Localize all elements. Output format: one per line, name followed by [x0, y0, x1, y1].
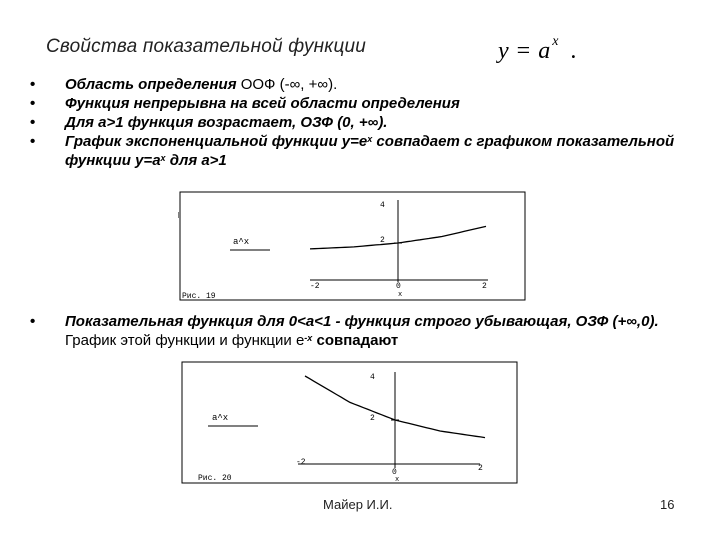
x-tick-label: 2 [478, 464, 483, 473]
bullet-text: -x [304, 333, 313, 343]
x-axis-label: x [395, 476, 400, 484]
bullet-text: График экспоненциальной функции y=e [65, 133, 368, 150]
bullet-marker: • [30, 114, 36, 131]
bullet-text: Показательная функция для 0<a<1 - функция строго убывающая, ОЗФ (+∞,0). [65, 313, 659, 330]
bullet-text: для а>1 [165, 152, 227, 169]
graph-decreasing [180, 360, 520, 485]
bullet-item [30, 75, 700, 94]
bullet-list-bottom [30, 312, 710, 350]
y-tick-label: 2 [380, 236, 385, 245]
bullet-text: Для а>1 функция возрастает, ОЗФ (0, +∞). [65, 114, 388, 131]
graph-frame [182, 362, 517, 483]
graph-caption: Рис. 19 [182, 292, 216, 301]
bullet-text: совпадает с графиком показательной функции y=a [65, 133, 675, 169]
x-tick-label: 2 [482, 282, 487, 291]
bullet-item [30, 312, 710, 350]
formula-eq: = [516, 38, 531, 64]
bullet-text: Область определения [65, 76, 241, 93]
formula-end: . [570, 38, 577, 64]
legend-label: a^x [212, 413, 229, 423]
y-tick-label: 2 [370, 414, 375, 423]
bullet-text: Функция непрерывна на всей области определения [65, 95, 460, 112]
bullet-item [30, 94, 700, 113]
bullet-item [30, 113, 700, 132]
graph-caption: Рис. 20 [198, 474, 232, 483]
x-axis-label: x [398, 291, 403, 299]
formula-exp: x [552, 34, 559, 49]
bullet-marker: • [30, 76, 36, 93]
page-number: 16 [660, 497, 675, 512]
y-tick-label: 4 [380, 201, 385, 210]
formula-lhs: y [498, 38, 509, 64]
bullet-text: совпадают [316, 332, 399, 349]
legend-label: a^x [233, 237, 250, 247]
bullet-text: x [367, 134, 373, 144]
y-tick-label: 4 [370, 373, 375, 382]
x-tick-label: 0 [396, 282, 401, 291]
x-tick-label: -2 [310, 282, 320, 291]
bullet-list-top [30, 75, 700, 170]
bullet-item [30, 132, 700, 170]
bullet-marker: • [30, 133, 36, 150]
formula [498, 34, 577, 65]
graph-frame [180, 192, 525, 300]
slide-title: Свойства показательной функции [46, 36, 367, 57]
bullet-text: x [160, 153, 166, 163]
graph-increasing [178, 190, 528, 302]
x-tick-label: 0 [392, 468, 397, 477]
graph-increasing-svg [178, 190, 528, 302]
bullet-text: График этой функции и функции e [65, 332, 305, 349]
bullet-marker: • [30, 313, 36, 330]
bullet-marker: • [30, 95, 36, 112]
graph-decreasing-svg [180, 360, 520, 485]
footer-author: Майер И.И. [323, 497, 393, 512]
formula-base: a [538, 38, 551, 64]
x-tick-label: -2 [296, 458, 306, 467]
bullet-text: ООФ (-∞, +∞). [240, 76, 338, 93]
